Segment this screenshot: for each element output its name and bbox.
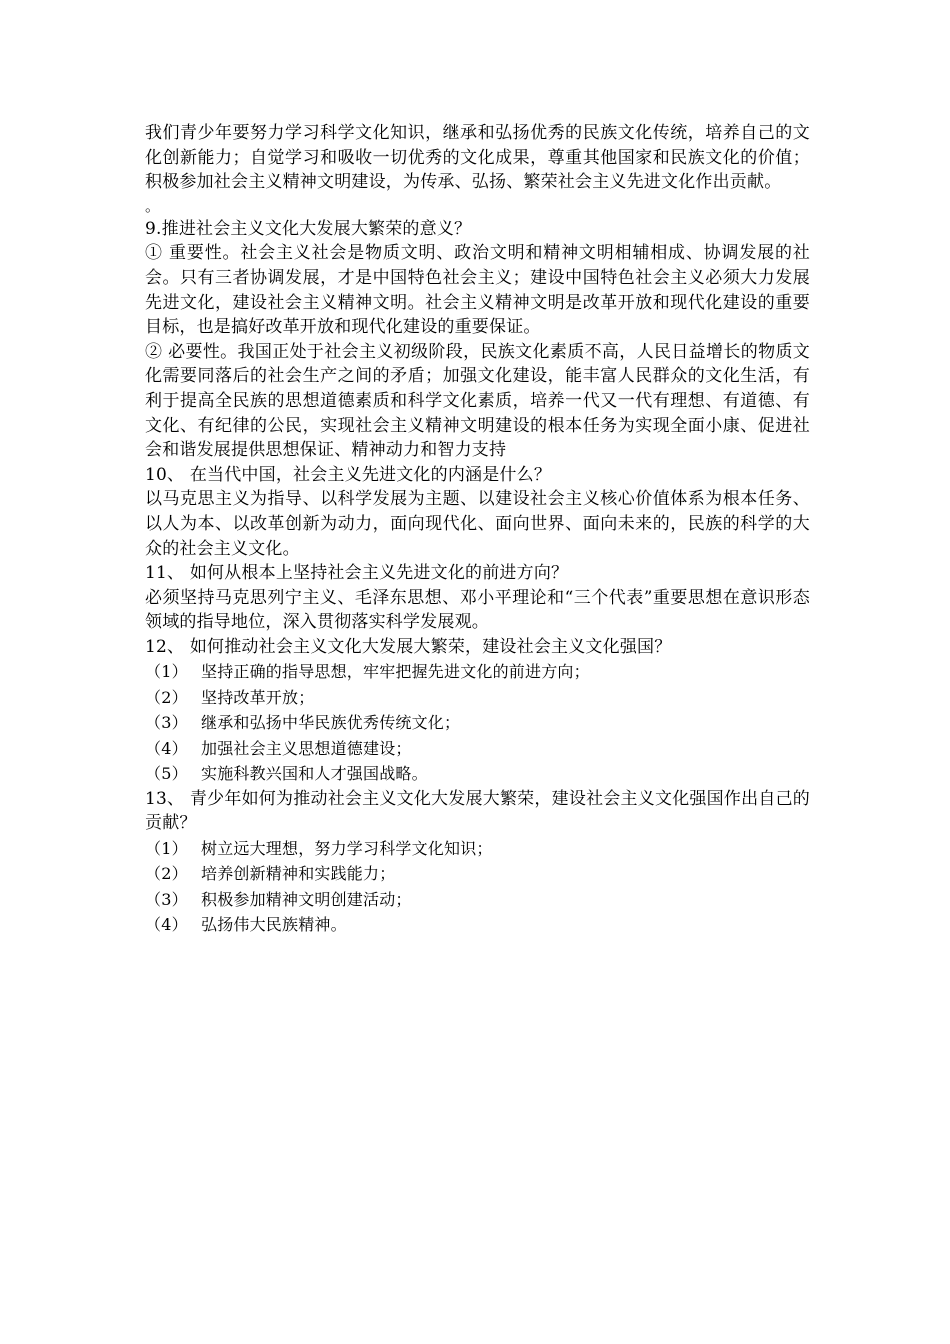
q10-question: 10、 在当代中国，社会主义先进文化的内涵是什么？ [145, 464, 552, 485]
list-text: 实施科教兴国和人才强国战略。 [201, 764, 428, 784]
list-number: （2） [145, 687, 188, 707]
list-text: 加强社会主义思想道德建设； [201, 738, 412, 758]
list-number: （4） [145, 738, 188, 758]
list-number: （3） [145, 889, 188, 909]
list-text: 积极参加精神文明创建活动； [201, 889, 412, 909]
list-text: 坚持改革开放； [201, 687, 315, 707]
list-number: （2） [145, 864, 188, 884]
list-item [145, 736, 810, 761]
q12-question: 12、 如何推动社会主义文化大发展大繁荣，建设社会主义文化强国？ [145, 636, 672, 657]
list-item [145, 912, 810, 937]
list-number: （5） [145, 764, 188, 784]
list-number: （1） [145, 838, 188, 858]
list-item [145, 659, 810, 684]
document-page [145, 121, 810, 937]
list-item [145, 685, 810, 710]
list-item [145, 836, 810, 861]
q9-importance: ① 重要性。社会主义社会是物质文明、政治文明和精神文明相辅相成、协调发展的社会。只有三者协调发展，才是中国特色社会主义；建设中国特色社会主义必须大力发展先进文化，建设社会主义精神文明。社会主义精神文明是改革开放和现代化建设的重要目标，也是搞好改革开放和现代化建设的重要保证。 [145, 243, 810, 338]
intro-paragraph: 我们青少年要努力学习科学文化知识，继承和弘扬优秀的民族文化传统，培养自己的文化创新能力；自觉学习和吸收一切优秀的文化成果，尊重其他国家和民族文化的价值；积极参加社会主义精神文明建设，为传承、弘扬、繁荣社会主义先进文化作出贡献。 [145, 123, 810, 193]
list-item [145, 710, 810, 735]
stray-period: 。 [145, 196, 161, 215]
list-text: 培养创新精神和实践能力； [201, 864, 396, 884]
q11-question: 11、 如何从根本上坚持社会主义先进文化的前进方向？ [145, 563, 569, 584]
q9-necessity: ② 必要性。我国正处于社会主义初级阶段，民族文化素质不高，人民日益增长的物质文化需要同落后的社会生产之间的矛盾；加强文化建设，能丰富人民群众的文化生活，有利于提高全民族的思想道德素质和科学文化素质，培养一代又一代有理想、有道德、有文化、有纪律的公民，实现社会主义精神文明建设的根本任务为实现全面小康、促进社会和谐发展提供思想保证、精神动力和智力支持 [145, 341, 810, 461]
list-text: 继承和弘扬中华民族优秀传统文化； [201, 713, 461, 733]
list-item [145, 861, 810, 886]
list-number: （4） [145, 914, 188, 934]
list-item [145, 761, 810, 786]
list-number: （3） [145, 713, 188, 733]
list-text: 树立远大理想，努力学习科学文化知识； [201, 838, 493, 858]
q13-question: 13、 青少年如何为推动社会主义文化大发展大繁荣，建设社会主义文化强国作出自己的贡献？ [145, 788, 810, 834]
q9-question: 9.推进社会主义文化大发展大繁荣的意义？ [145, 218, 472, 239]
list-text: 弘扬伟大民族精神。 [201, 914, 347, 934]
q11-answer: 必须坚持马克思列宁主义、毛泽东思想、邓小平理论和“三个代表”重要思想在意识形态领域的指导地位，深入贯彻落实科学发展观。 [145, 587, 810, 633]
list-item [145, 887, 810, 912]
list-number: （1） [145, 662, 188, 682]
list-text: 坚持正确的指导思想，牢牢把握先进文化的前进方向； [201, 662, 590, 682]
q10-answer: 以马克思主义为指导、以科学发展为主题、以建设社会主义核心价值体系为根本任务、以人为本、以改革创新为动力，面向现代化、面向世界、面向未来的，民族的科学的大众的社会主义文化。 [145, 489, 810, 559]
